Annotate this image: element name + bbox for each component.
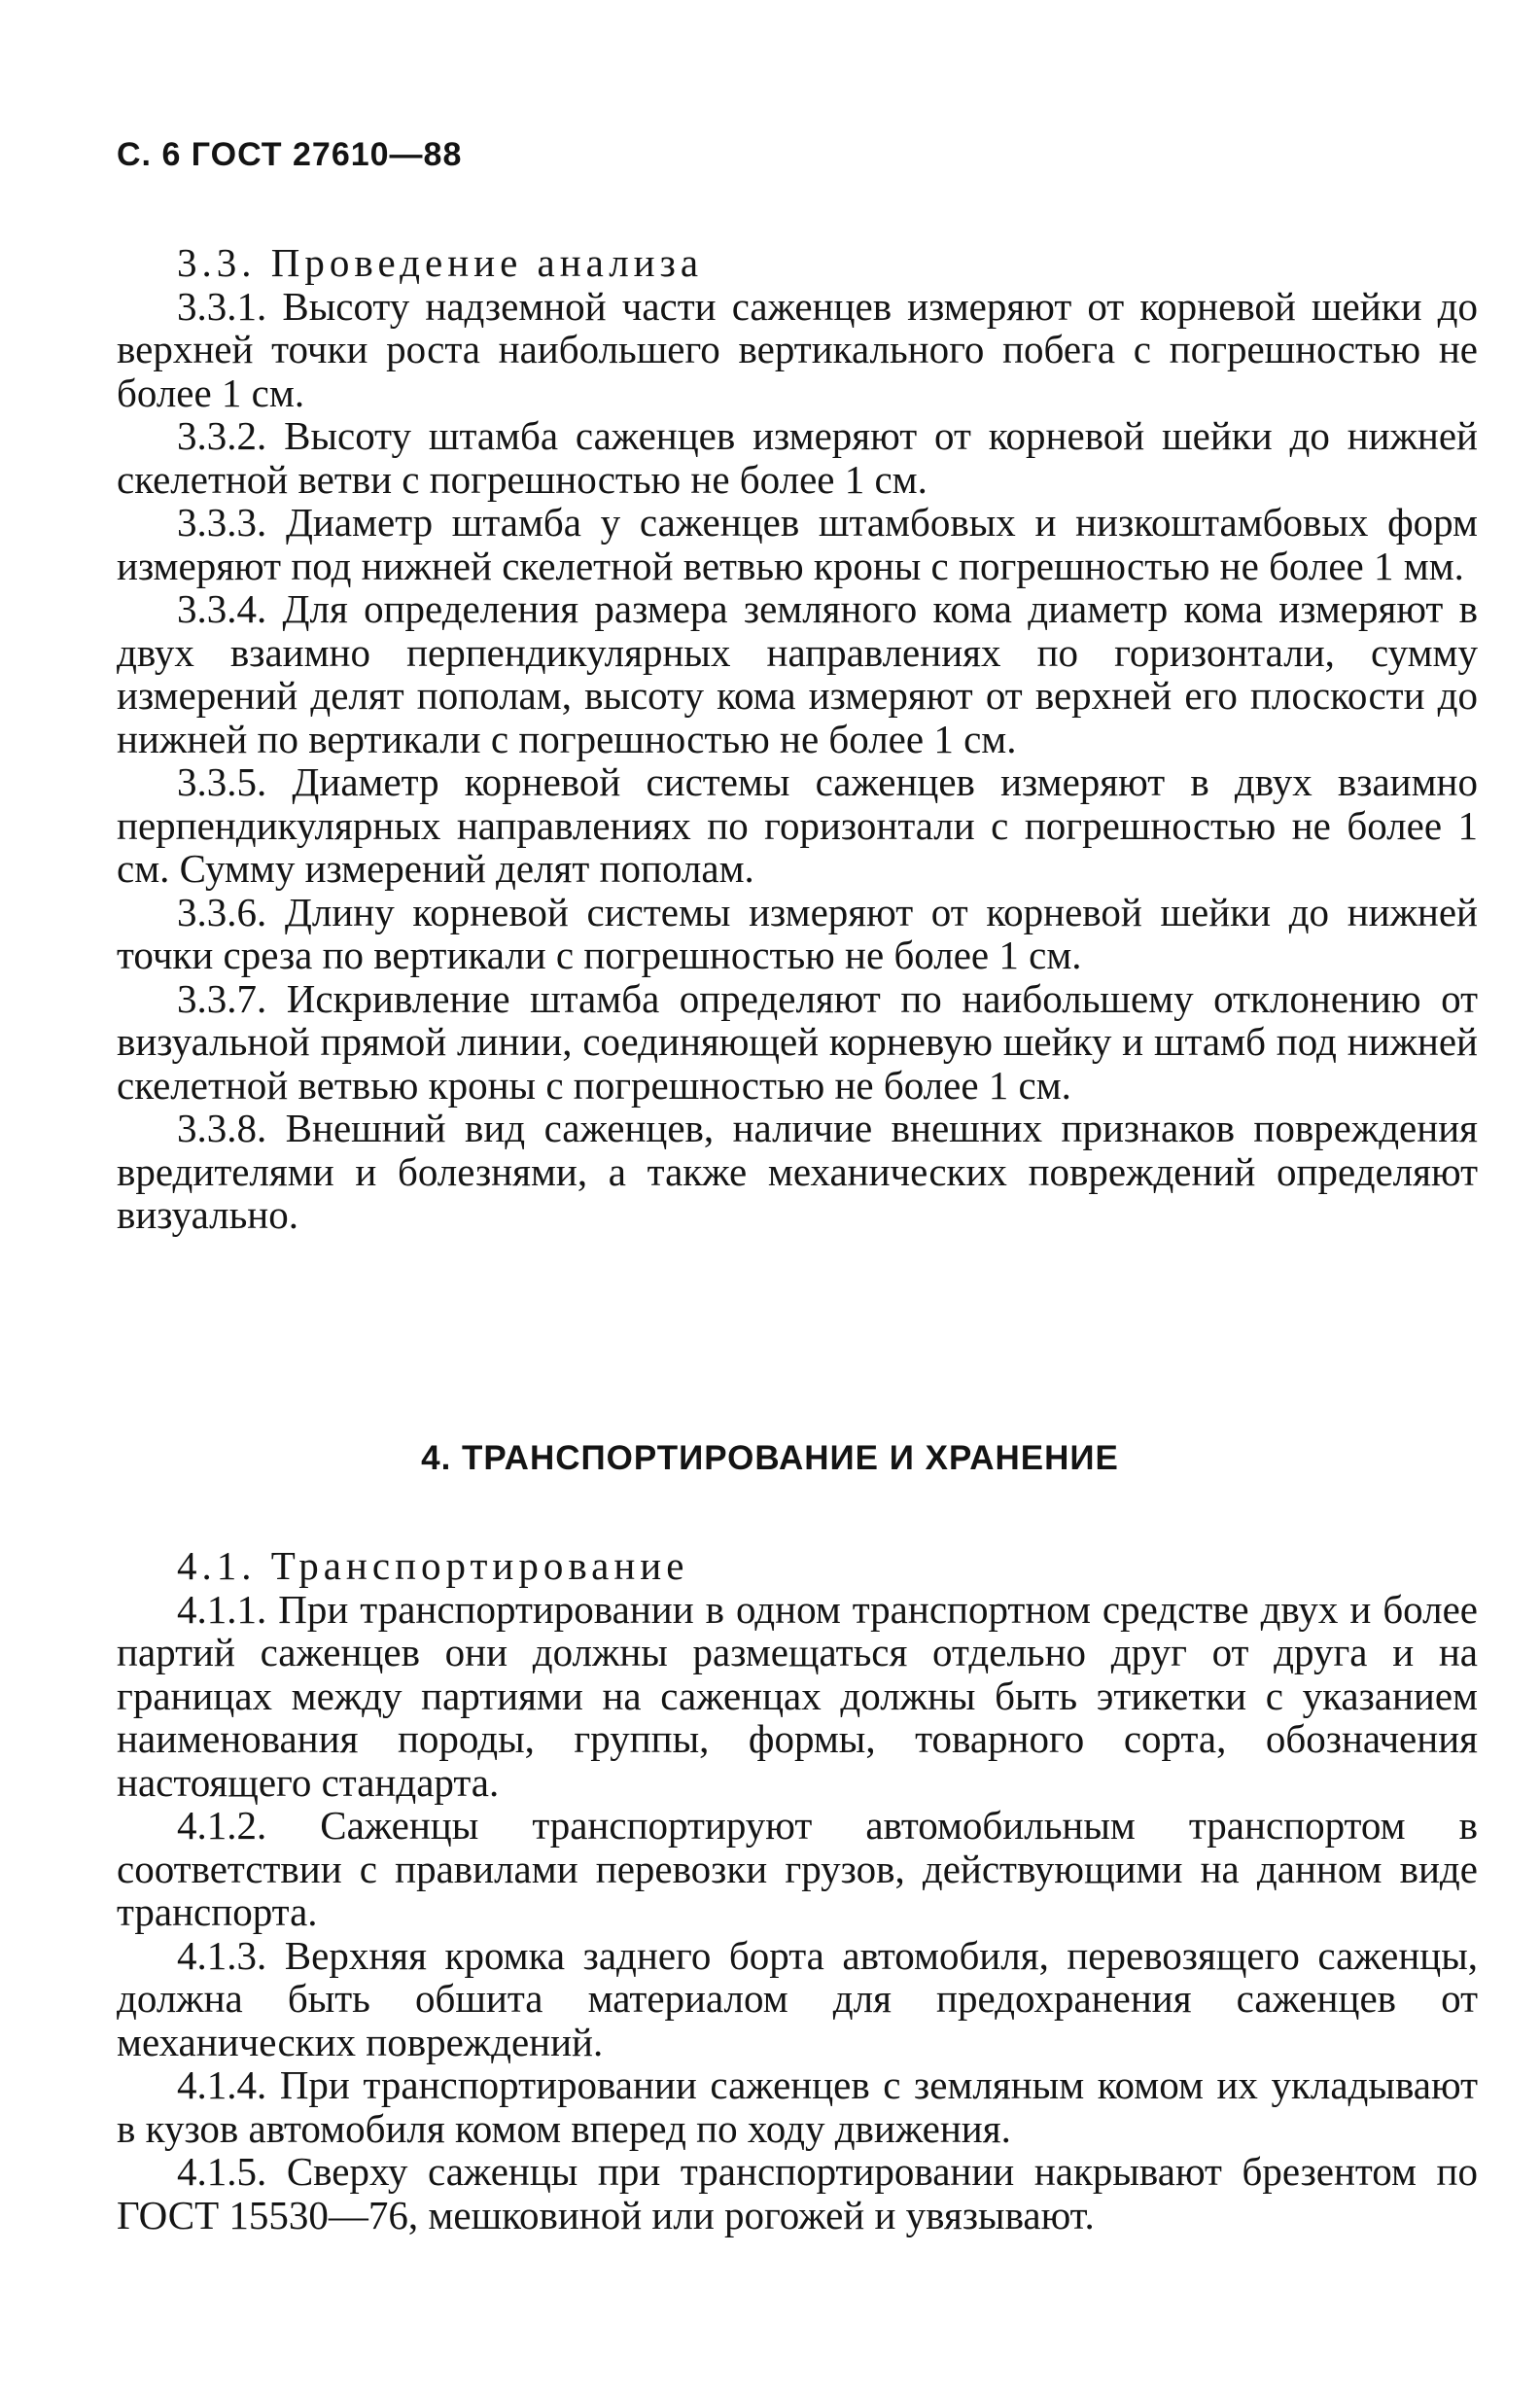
paragraph-4-1-2: 4.1.2. Саженцы транспортируют автомобильным транспортом в соответствии с правилами перевозки грузов, действующими на данном виде транспорта. xyxy=(117,1803,1478,1934)
subsection-title: 4.1. Транспортирование xyxy=(177,1543,689,1588)
paragraph-3-3-4: 3.3.4. Для определения размера земляного кома диаметр кома измеряют в двух взаимно перпендикулярных направлениях по горизонтали, сумму измерений делят пополам, высоту кома измеряют от верхней его плоскости до нижней по вертикали с погрешностью не более 1 см. xyxy=(117,586,1478,761)
section-4-1-body xyxy=(117,1544,1478,2237)
page-header: С. 6 ГОСТ 27610—88 xyxy=(117,136,463,173)
paragraph-3-3-7: 3.3.7. Искривление штамба определяют по наибольшему отклонению от визуальной прямой линии, соединяющей корневую шейку и штамб под нижней скелетной ветвью кроны с погрешностью не более 1 см. xyxy=(117,975,1478,1108)
section-heading: 4. ТРАНСПОРТИРОВАНИЕ И ХРАНЕНИЕ xyxy=(421,1439,1119,1477)
section-3-3-body xyxy=(117,241,1478,1237)
paragraph-3-3-2: 3.3.2. Высоту штамба саженцев измеряют от корневой шейки до нижней скелетной ветви с погрешностью не более 1 см. xyxy=(117,413,1478,502)
paragraph-4-1-1: 4.1.1. При транспортировании в одном транспортном средстве двух и более партий саженцев они должны размещаться отдельно друг от друга и на границах между партиями на саженцах должны быть этикетки с указанием наименования породы, группы, формы, товарного сорта, обозначения настоящего стандарта. xyxy=(117,1586,1478,1805)
subsection-title: 3.3. Проведение анализа xyxy=(177,240,704,285)
paragraph-3-3-1: 3.3.1. Высоту надземной части саженцев измеряют от корневой шейки до верхней точки роста наибольшего вертикального побега с погрешностью не более 1 см. xyxy=(117,283,1478,415)
paragraph-4-1-5: 4.1.5. Сверху саженцы при транспортировании накрывают брезентом по ГОСТ 15530—76, мешковиной или рогожей и увязывают. xyxy=(117,2149,1478,2237)
paragraph-4-1-4: 4.1.4. При транспортировании саженцев с земляным комом их укладывают в кузов автомобиля комом вперед по ходу движения. xyxy=(117,2062,1478,2151)
paragraph-3-3-3: 3.3.3. Диаметр штамба у саженцев штамбовых и низкоштамбовых форм измеряют под нижней скелетной ветвью кроны с погрешностью не более 1 мм. xyxy=(117,500,1478,588)
paragraph-4-1-3: 4.1.3. Верхняя кромка заднего борта автомобиля, перевозящего саженцы, должна быть обшита материалом для предохранения саженцев от механических повреждений. xyxy=(117,1932,1478,2064)
paragraph-3-3-6: 3.3.6. Длину корневой системы измеряют от корневой шейки до нижней точки среза по вертикали с погрешностью не более 1 см. xyxy=(117,889,1478,977)
paragraph-3-3-8: 3.3.8. Внешний вид саженцев, наличие внешних признаков повреждения вредителями и болезнями, а также механических повреждений определяют визуально. xyxy=(117,1106,1478,1237)
paragraph-3-3-5: 3.3.5. Диаметр корневой системы саженцев измеряют в двух взаимно перпендикулярных направлениях по горизонтали с погрешностью не более 1 см. Сумму измерений делят пополам. xyxy=(117,759,1478,891)
